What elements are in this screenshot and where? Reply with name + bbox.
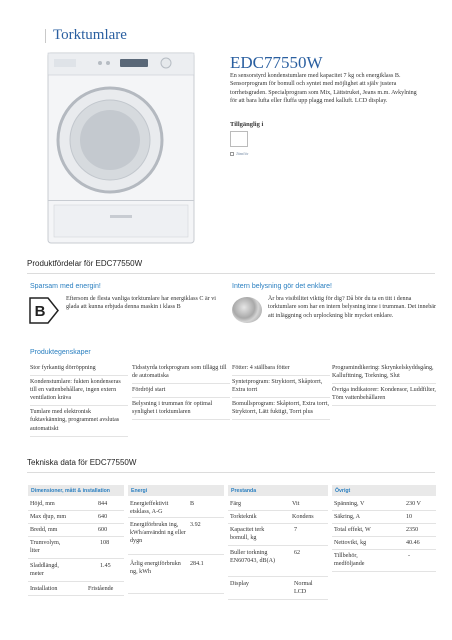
property-item: Fördröjd start [132,384,230,398]
property-item: Tidsstyrda torkprogram som tillägg till de automatiska [132,362,230,384]
spec-row [228,547,328,577]
checkbox-icon[interactable] [230,152,234,156]
property-item: Övriga indikatorer: Kondensor, Luddfilter, Töm vattenbehållaren [332,384,436,406]
advantage-text-energy: Eftersom de flesta vanliga torktumlare har energiklass C är vi glada att kunna erbjuda denna maskin i klass B [66,296,216,311]
title-divider [45,29,46,43]
spec-value: 284.1 [190,561,204,567]
spec-row [28,560,124,582]
spec-row [228,578,328,600]
spec-label: Energieffektivit etsklass, A-G [130,501,169,515]
specs-title: Tekniska data för EDC77550W [27,458,137,467]
spec-row [228,498,328,511]
compare-link[interactable] [230,151,249,156]
properties-column-2 [132,362,230,420]
product-description: En sensorstyrd kondenstumlare med kapacitet 7 kg och energiklass B. Sensorprogram för bomull och syntet med möjlighet att själv justera torrhetsgraden. Specialprogram som Mix, Lättstrukei, Jeans m.m. Avkylning för att bara lufta eller fluffa upp plagg med kalluft. LCD display. [230,73,417,105]
spec-row [128,498,224,518]
property-item: Bomullsprogram: Skåptorrt, Extra torrt, Stryktorrt, Lätt fuktigt, Torrt plus [232,398,330,420]
spec-value: Kondens [292,514,314,520]
spec-value: 10 [406,514,413,520]
properties-heading: Produktegenskaper [30,349,91,356]
spec-label: Torkteknik [230,514,257,520]
spec-value: 108 [100,540,110,546]
spec-row [228,511,328,524]
spec-value: 640 [98,514,108,520]
properties-column-1 [30,362,128,437]
spec-label: Tillbehör, medföljande [334,553,365,567]
spec-group-heading-energy: Energi [128,485,224,496]
spec-row [28,524,124,537]
spec-label: Buller torkning EN607043, dB(A) [230,550,276,564]
spec-value: 844 [98,501,108,507]
spec-value: 600 [98,527,108,533]
advantages-title: Produktfördelar för EDC77550W [27,259,143,268]
color-swatch[interactable] [230,131,248,147]
spec-row [332,524,436,537]
spec-row [128,556,224,594]
spec-value: Vit [292,501,300,507]
property-item: Belysning i trumman för optimal synlighet i torktumlaren [132,398,230,420]
spec-label: Årlig energiförbrukn ng, kWh [130,561,181,575]
spec-value: Fristående [88,586,114,592]
advantage-text-light: Är bra visibilitet viktig för dig? Då bör du ta en titt i denna torktumlare som har en intern belysning inne i trumman. Det innebär att inläggning och urplockning blir mycket enklare. [268,296,437,319]
spec-label: Display [230,581,249,587]
spec-label: Säkring, A [334,514,361,520]
spec-label: Sladdlängd, meter [30,563,59,577]
spec-label: Trumvolym, liter [30,540,61,554]
spec-value: 2350 [406,527,419,533]
spec-value: 1.45 [100,563,111,569]
property-item: Fötter: 4 ställbara fötter [232,362,330,376]
property-item: Stor fyrkantig dörröppning [30,362,128,376]
spec-value: Normal LCD [294,581,313,595]
spec-label: Kapacitet terk bomull, kg [230,527,265,541]
spec-value: 230 V [406,501,421,507]
advantage-heading-light: Intern belysning gör det enklare! [232,283,333,290]
spec-row [28,583,124,596]
page-title: Torktumlare [53,27,127,43]
spec-label: Max djup, mm [30,514,67,520]
spec-row [28,511,124,524]
product-model: EDC77550W [230,53,323,72]
spec-label: Nettovikt, kg [334,540,367,546]
energy-class-badge [29,297,59,324]
properties-column-3 [232,362,330,420]
spec-row [332,498,436,511]
spec-label: Höjd, mm [30,501,55,507]
spec-value: 3.92 [190,522,201,528]
spec-row [332,537,436,550]
spec-label: Energiförbrukn ing, kWh/användni ng eller dygn [130,522,186,544]
property-item: Syntetprogram: Stryktorrt, Skåptorrt, Extra torrt [232,376,330,398]
spec-value: 7 [294,527,298,533]
spec-row [128,519,224,555]
spec-row [28,537,124,559]
spec-group-heading-performance: Prestanda [228,485,328,496]
spec-value: B [190,501,195,507]
spec-label: Färg [230,501,242,507]
property-item: Kondenstumlare: fukten kondenseras till en vattenbehållare, ingen extern ventilation kräva [30,376,128,406]
spec-row [228,524,328,546]
spec-row [28,498,124,511]
spec-value: 62 [294,550,301,556]
availability-label: Tillgänglig i [230,121,264,128]
spec-label: Installation [30,586,58,592]
spec-label: Bredd, mm [30,527,58,533]
spec-group-heading-other: Övrigt [332,485,436,496]
section-divider [27,472,435,473]
property-item: Tumlare med elektronisk fuktavkänning, programmet avslutas automatiskt [30,406,128,436]
property-item: Programindikering: Skrynkelskyddsgång, Kallufttning, Torkning, Slut [332,362,436,384]
spec-group-heading-dimensions: Dimensioner, mått & installation [28,485,124,496]
drum-light-image [232,297,262,323]
spec-value: 40.46 [406,540,420,546]
spec-label: Total effekt, W [334,527,371,533]
section-divider [27,273,435,274]
compare-label: Jämför [236,151,249,156]
energy-class-letter: B [34,303,46,320]
spec-row [332,550,436,572]
advantage-heading-energy: Sparsam med energin! [30,283,101,290]
spec-label: Spänning, V [334,501,365,507]
spec-row [332,511,436,524]
properties-column-4 [332,362,436,406]
product-image[interactable] [40,50,200,245]
spec-value: - [408,553,411,559]
